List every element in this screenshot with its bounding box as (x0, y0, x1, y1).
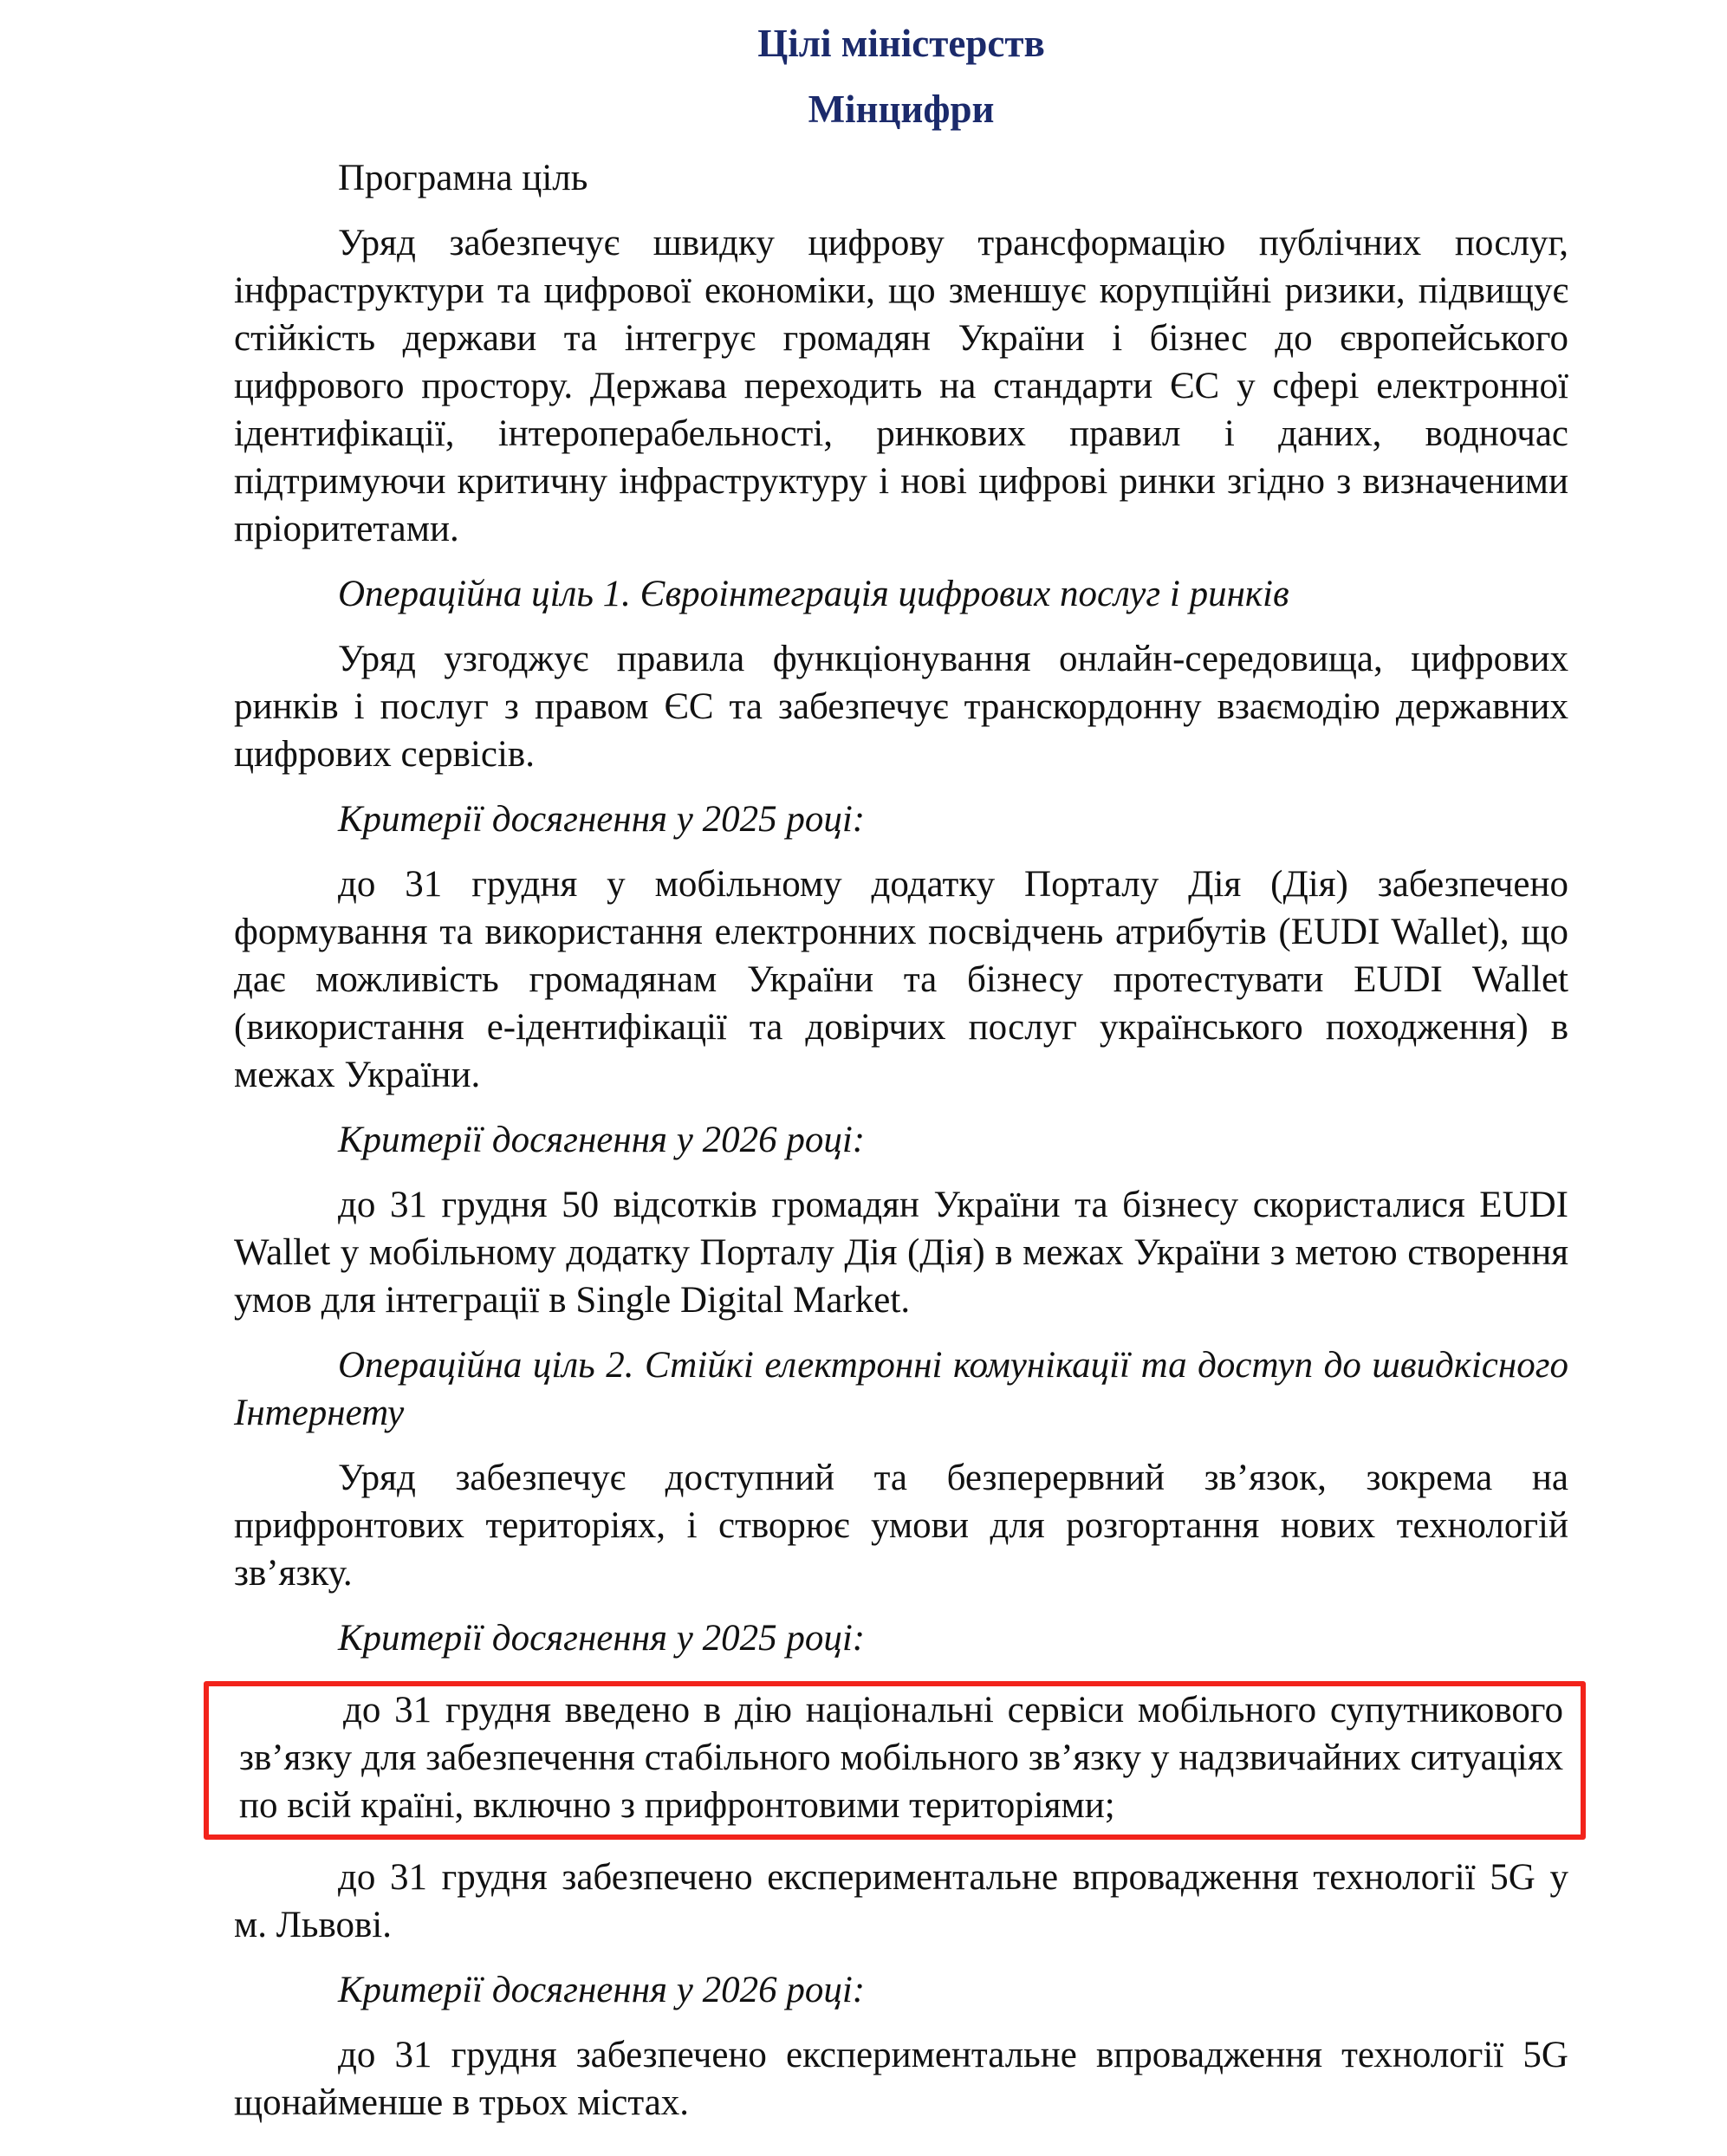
goal-2-criteria-2025-text-2: до 31 грудня забезпечено експериментальне впровадження технології 5G у м. Львові. (234, 1857, 1568, 1945)
highlighted-criterion-box (204, 1681, 1586, 1840)
operational-goal-2-title: Операційна ціль 2. Стійкі електронні комунікації та доступ до швидкісного Інтернету (234, 1345, 1568, 1433)
goal-1-criteria-2025-label: Критерії досягнення у 2025 році: (338, 799, 866, 840)
goal-1-criteria-2026-label: Критерії досягнення у 2026 році: (338, 1120, 866, 1160)
goal-1-criteria-2025-text: до 31 грудня у мобільному додатку Порталу Дія (Дія) забезпечено формування та використання електронних посвідчень атрибутів (EUDI Wallet), що дає можливість громадянам України та бізнесу протестувати EUDI Wallet (використання е-ідентифікації та довірчих послуг українського походження) в межах України. (234, 864, 1568, 1095)
operational-goal-1-text: Уряд узгоджує правила функціонування онлайн-середовища, цифрових ринків і послуг з правом ЄС та забезпечує транскордонну взаємодію державних цифрових сервісів. (234, 639, 1568, 775)
operational-goal-2-text: Уряд забезпечує доступний та безперервний зв’язок, зокрема на прифронтових територіях, і створює умови для розгортання нових технологій зв’язку. (234, 1458, 1568, 1594)
goal-1-criteria-2026-text: до 31 грудня 50 відсотків громадян України та бізнесу скористалися EUDI Wallet у мобільному додатку Порталу Дія (Дія) в межах України з метою створення умов для інтеграції в Single Digital Market. (234, 1185, 1568, 1321)
goal-2-criteria-2026-text: до 31 грудня забезпечено експериментальне впровадження технології 5G щонайменше в трьох містах. (234, 2035, 1568, 2123)
goal-2-criteria-2025-highlighted-text: до 31 грудня введено в дію національні сервіси мобільного супутникового зв’язку для забезпечення стабільного мобільного зв’язку у надзвичайних ситуаціях по всій країні, включно з прифронтовими територіями; (239, 1690, 1563, 1826)
ministry-name: Мінцифри (808, 88, 995, 131)
goal-2-criteria-2026-label: Критерії досягнення у 2026 році: (338, 1970, 866, 2010)
goal-2-criteria-2025-label: Критерії досягнення у 2025 році: (338, 1618, 866, 1659)
page-title: Цілі міністерств (757, 22, 1045, 65)
document-page (234, 17, 1568, 2144)
program-goal-text: Уряд забезпечує швидку цифрову трансформацію публічних послуг, інфраструктури та цифрової економіки, що зменшує корупційні ризики, підвищує стійкість держави та інтегрує громадян України і бізнес до європейського цифрового простору. Держава переходить на стандарти ЄС у сфері електронної ідентифікації, інтероперабельності, ринкових правил і даних, водночас підтримуючи критичну інфраструктуру і нові цифрові ринки згідно з визначеними пріоритетами. (234, 223, 1568, 549)
operational-goal-1-title: Операційна ціль 1. Євроінтеграція цифрових послуг і ринків (338, 574, 1289, 614)
program-goal-label: Програмна ціль (338, 158, 588, 198)
